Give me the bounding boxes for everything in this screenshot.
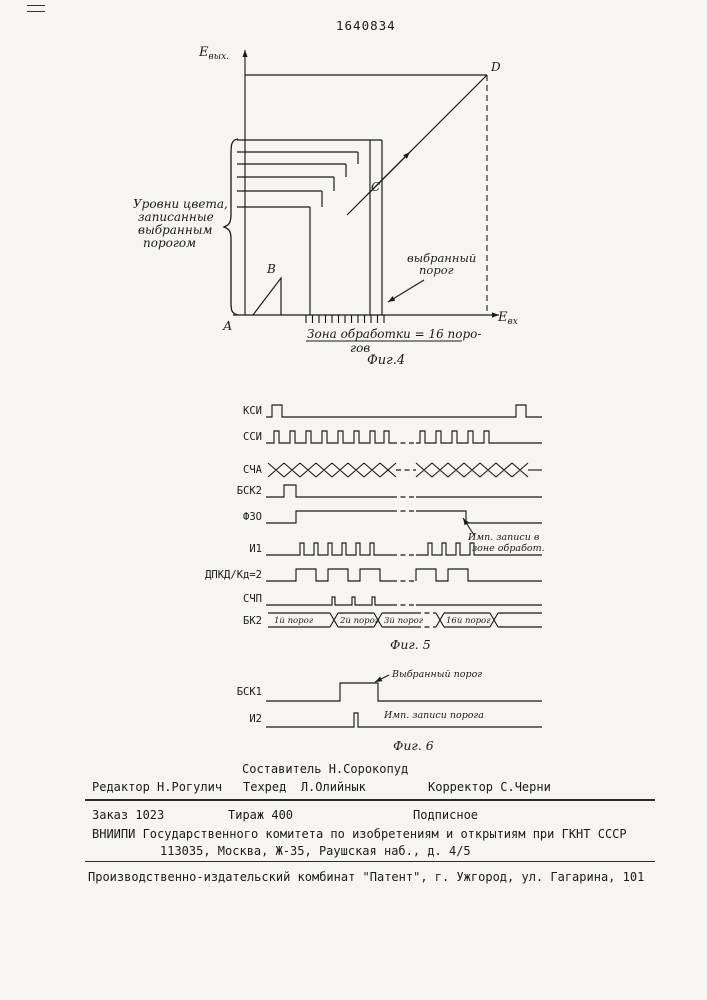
w-dpkd	[266, 569, 542, 581]
signal-label-i1: И1	[249, 543, 262, 555]
fig5-timing-diagram	[0, 385, 707, 665]
patent-number: 1640834	[336, 18, 396, 33]
org-name-line: ВНИИПИ Государственного комитета по изобретениям и открытиям при ГКНТ СССР	[92, 827, 627, 841]
signal-label-bsk1: БСК1	[236, 686, 262, 698]
bsk1-annotation: Выбранный порог	[392, 669, 483, 680]
signal-label-bsk2: БСК2	[236, 485, 262, 497]
fig4-caption: Фиг.4	[367, 353, 406, 368]
corrector-credit: Корректор С.Черни	[428, 780, 551, 794]
y-axis-label: $Е_{вых.}$	[199, 45, 230, 62]
levels-label-line3: выбранным	[138, 223, 213, 237]
levels-label-line4: порогом	[143, 236, 197, 250]
w-scha	[268, 463, 542, 477]
publisher-line: Производственно-издательский комбинат "Патент", г. Ужгород, ул. Гагарина, 101	[88, 870, 645, 884]
signal-label-dpkd: ДПКД/Кд=2	[205, 569, 262, 581]
circulation-info: Тираж 400	[228, 808, 294, 822]
signal-label-bk2: БК2	[243, 615, 262, 627]
fzo-annotation-line1: Имп. записи в	[468, 532, 540, 543]
g4-plot	[237, 75, 487, 315]
levels-label-line1: Уровни цвета,	[133, 197, 228, 211]
signal-label-fzo: ФЗО	[243, 511, 262, 523]
zone-label-line2: гов	[350, 341, 371, 355]
w-ssi	[266, 431, 542, 443]
zone-label-line1: Зона обработки = 16 поро-	[307, 327, 482, 341]
fig5-caption: Фиг. 5	[390, 637, 431, 652]
i2-annotation: Имп. записи порога	[384, 710, 484, 721]
staircase-levels	[237, 140, 382, 315]
w-bsk2	[266, 485, 542, 497]
subscription-info: Подписное	[413, 808, 479, 822]
w-ksi	[266, 405, 542, 417]
brace	[224, 139, 238, 315]
w-schp	[266, 597, 542, 605]
point-c-label: С	[371, 180, 381, 194]
fig6-timing-diagram	[0, 665, 707, 765]
g4-axes	[233, 50, 499, 318]
compiler-credit: Составитель Н.Сорокопуд	[242, 762, 409, 776]
signal-label-scha: СЧА	[243, 464, 262, 476]
signal-label-ssi: ССИ	[243, 431, 262, 443]
fig4-graph	[0, 40, 707, 376]
fig6-caption: Фиг. 6	[393, 738, 434, 753]
bk2-cell-16: 16й порог	[446, 616, 491, 626]
g4-ticks	[306, 315, 384, 323]
g6-annot	[375, 675, 389, 682]
signal-label-i2: И2	[249, 713, 262, 725]
signal-label-schp: СЧП	[243, 593, 262, 605]
origin-label: А	[223, 318, 233, 333]
order-info: Заказ 1023	[92, 808, 165, 822]
w-bsk1	[266, 683, 542, 701]
org-address-line: 113035, Москва, Ж-35, Раушская наб., д. 4/5	[160, 844, 471, 858]
corner-mark	[27, 5, 45, 12]
bk2-cell-2: 2й порог	[340, 616, 380, 626]
fzo-annotation-line2: зоне обработ.	[472, 543, 545, 554]
divider-bottom	[85, 861, 655, 862]
divider-top	[85, 799, 655, 801]
point-b-label: В	[267, 262, 276, 276]
threshold-label-line2: порог	[419, 263, 454, 277]
techred-credit: Техред Л.Олийнык	[243, 780, 366, 794]
bk2-cell-1: 1й порог	[274, 616, 314, 626]
bk2-cell-3: 3й порог	[384, 616, 424, 626]
w-fzo	[266, 511, 542, 523]
point-d-label: D	[491, 60, 501, 74]
levels-label-line2: записанные	[138, 210, 214, 224]
triangle-b	[253, 278, 281, 315]
threshold-label-line1: выбранный	[407, 251, 477, 265]
signal-label-ksi: КСИ	[243, 405, 262, 417]
x-axis-label: $Е_{вх}$	[498, 310, 518, 327]
g4-brace	[224, 139, 238, 315]
editor-credit: Редактор Н.Рогулич	[92, 780, 223, 794]
